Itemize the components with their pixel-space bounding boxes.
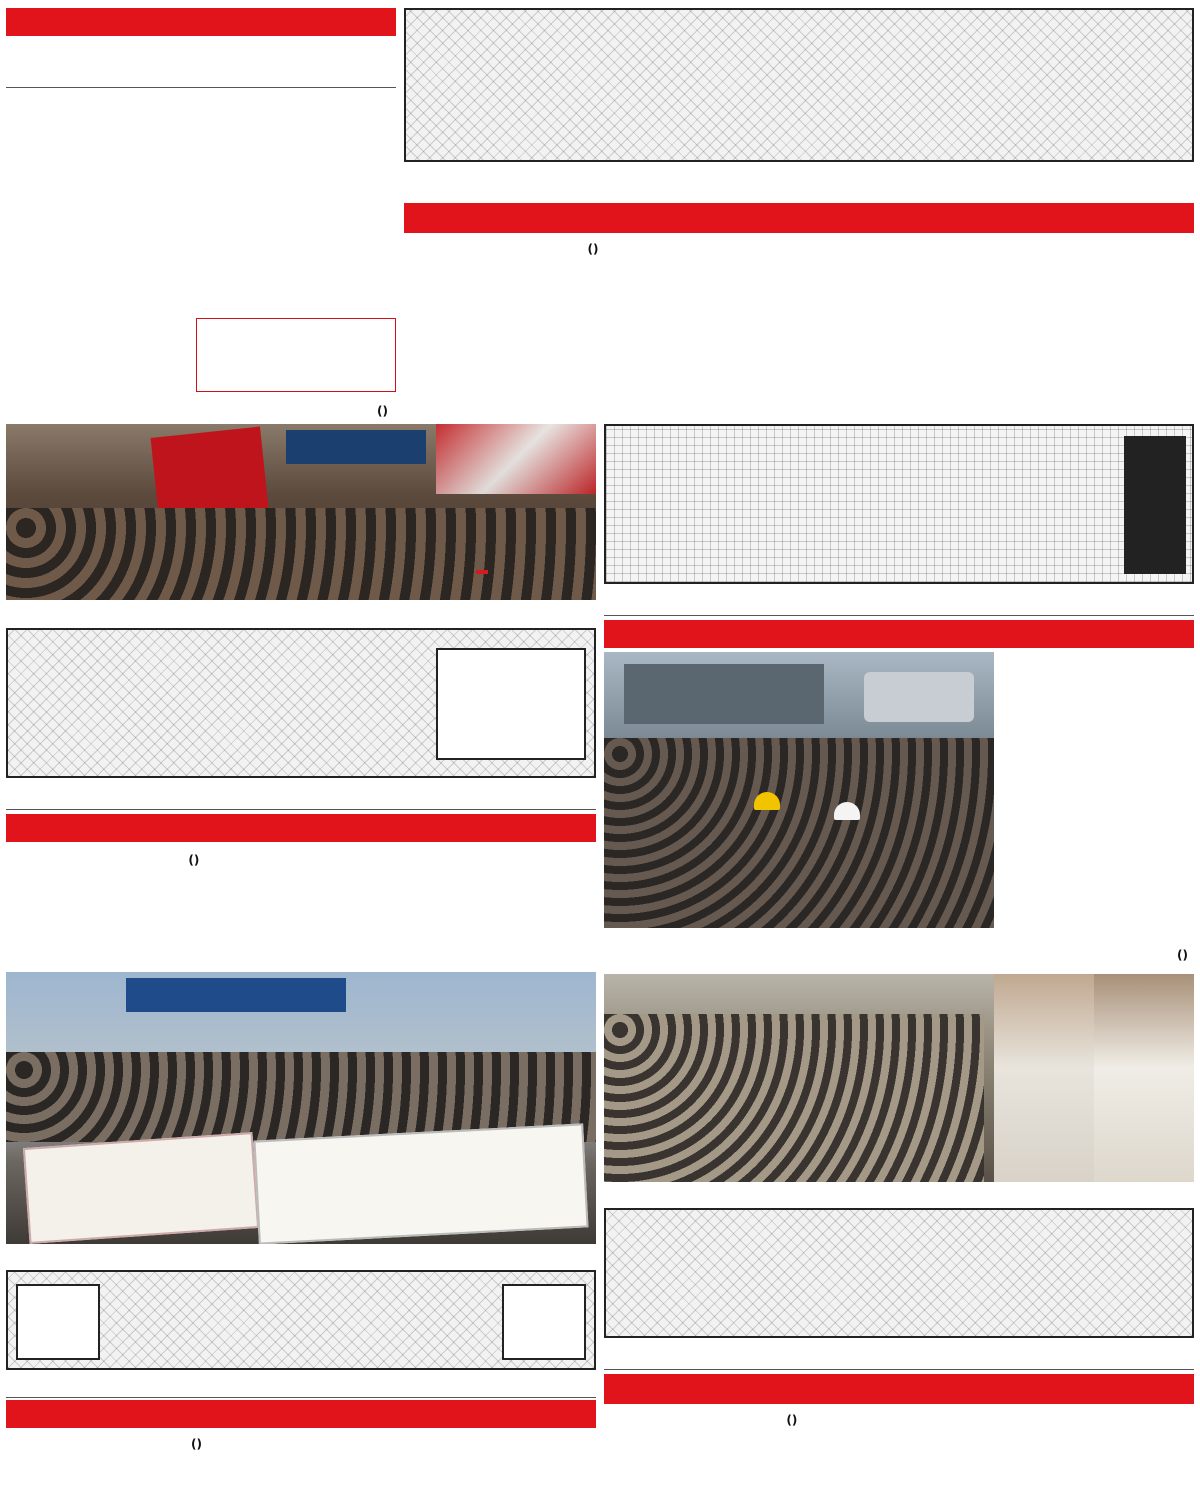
abdullah-col-3 [607, 238, 796, 410]
fatima-continued-wrap [1000, 944, 1194, 966]
abdullah-subhead [404, 165, 1194, 201]
hydro-headline-box [604, 1208, 1194, 1338]
cambridge-col-1 [403, 849, 590, 963]
fatima-photo-caption [604, 930, 994, 950]
hydro-speaker-1 [994, 974, 1094, 1182]
cambridge-banner-text [151, 427, 264, 474]
abdullah-col-1 [1000, 238, 1189, 410]
postal-columns [6, 1430, 596, 1494]
bus [864, 672, 974, 722]
fatima-side-label [1124, 436, 1186, 574]
cambridge-protest-photo [6, 424, 596, 600]
hydro-photo-caption [604, 1184, 1194, 1204]
abdullah-headline [406, 58, 1192, 158]
abdullah-col-2 [803, 238, 992, 410]
hydro-speaker-2 [1094, 974, 1194, 1182]
postal-col-2 [12, 1433, 202, 1491]
abdullah-headline-box [404, 8, 1194, 162]
hydro-sitin-photo [604, 974, 1194, 1182]
cambridge-continued [188, 851, 199, 870]
hydro-columns [604, 1406, 1194, 1494]
abdullah-continued [588, 240, 599, 259]
red-flags [436, 424, 596, 494]
cambridge-subhead [6, 784, 596, 810]
hydro-col-2 [805, 1409, 992, 1491]
cambridge-col-3 [12, 849, 199, 963]
quetta-sign [126, 978, 346, 1012]
fatima-headline-box [604, 424, 1194, 584]
hydro-continued [786, 1411, 797, 1430]
quetta-protest-photo [6, 972, 596, 1244]
batkhela-continued-wrap [6, 400, 396, 420]
quetta-banner-left-text [25, 1134, 253, 1190]
hydro-headline [676, 1210, 1192, 1336]
crowd [6, 508, 596, 600]
cambridge-headline [8, 630, 430, 776]
batkhela-box [196, 318, 396, 392]
fatima-protest-photo [604, 652, 994, 928]
batkhela-continued [377, 404, 388, 418]
postal-headline [104, 1272, 496, 1368]
fatima-subhead [604, 590, 1194, 616]
batkhela-redbar [6, 8, 396, 36]
fatima-continued [1177, 948, 1188, 962]
postal-side-left [16, 1284, 100, 1360]
hydro-col-3 [610, 1409, 797, 1491]
fatima-redbar [604, 620, 1194, 648]
batkhela-body [6, 92, 396, 310]
hydro-subhead [604, 1344, 1194, 1370]
cambridge-redbar [6, 814, 596, 842]
hydro-seated-crowd [604, 1014, 984, 1182]
cambridge-photo-caption [6, 602, 596, 622]
cambridge-side-label [436, 648, 586, 760]
factory-building [624, 664, 824, 724]
postal-col-1 [210, 1433, 590, 1491]
batkhela-body-2 [6, 318, 192, 398]
tuc-tag [476, 570, 488, 574]
postal-subhead [6, 1374, 596, 1398]
fatima-headline [606, 426, 1118, 582]
postal-continued [191, 1435, 202, 1454]
fatima-body [1000, 652, 1194, 942]
cambridge-columns [6, 846, 596, 966]
hydro-redbar [604, 1374, 1194, 1404]
postal-headline-box [6, 1270, 596, 1370]
hydro-col-1 [1001, 1409, 1188, 1491]
cambridge-headline-box [6, 628, 596, 778]
quetta-photo-caption [6, 1246, 596, 1266]
worker-crowd [604, 738, 994, 928]
shop-sign [286, 430, 426, 464]
hydro-headline-tag [610, 1230, 676, 1320]
abdullah-col-4 [410, 238, 599, 410]
quetta-banner-left [23, 1132, 259, 1244]
quetta-banner-main [254, 1123, 589, 1244]
abdullah-redbar [404, 203, 1194, 233]
cambridge-col-2 [207, 849, 394, 963]
abdullah-columns [404, 235, 1194, 413]
postal-side-right [502, 1284, 586, 1360]
batkhela-subline [6, 62, 396, 88]
postal-redbar [6, 1400, 596, 1428]
